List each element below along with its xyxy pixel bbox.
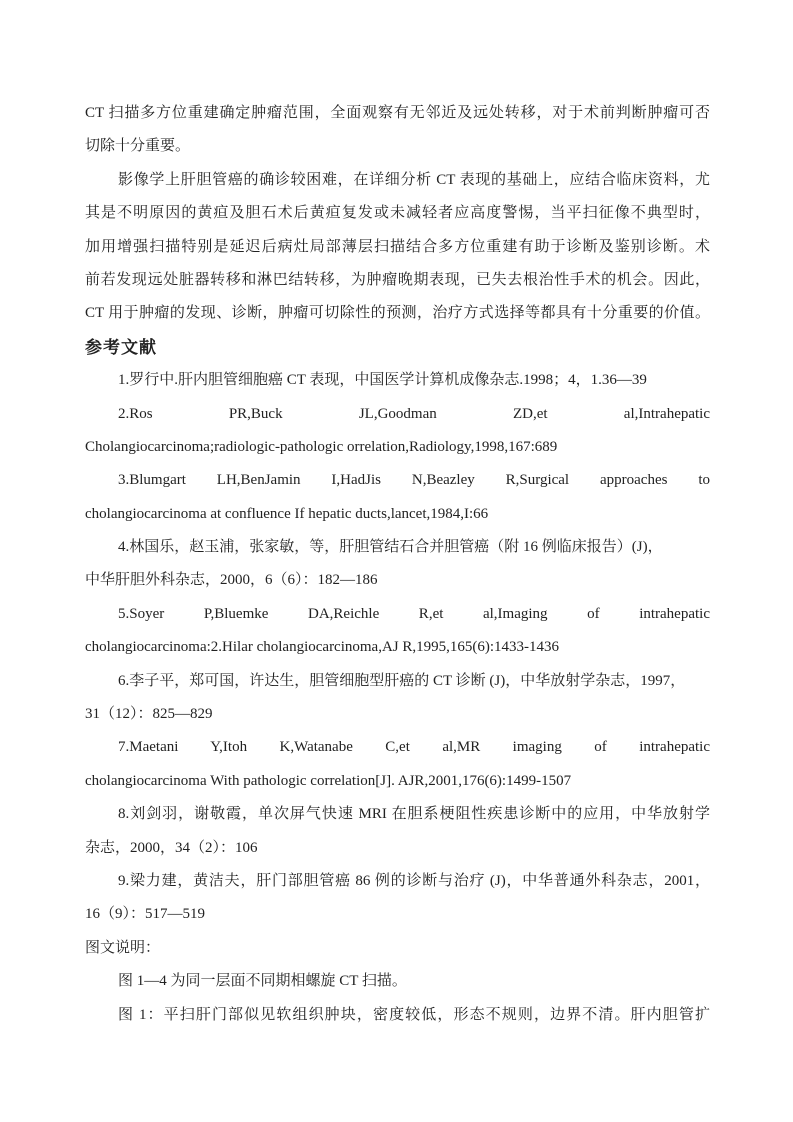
body-text-line: 前若发现远处脏器转移和淋巴结转移，为肿瘤晚期表现，已失去根治性手术的机会。因此， xyxy=(85,271,710,288)
reference-line: 3.Blumgart LH,BenJamin I,HadJis N,Beazley R,Surgical approaches to xyxy=(118,472,710,489)
figure-caption-line: 图 1—4 为同一层面不同期相螺旋 CT 扫描。 xyxy=(118,973,407,990)
reference-line: 16（9）：517—519 xyxy=(85,906,206,923)
body-text-line: 影像学上肝胆管癌的确诊较困难，在详细分析 CT 表现的基础上，应结合临床资料，尤 xyxy=(118,171,710,188)
body-text-line: 加用增强扫描特别是延迟后病灶局部薄层扫描结合多方位重建有助于诊断及鉴别诊断。术 xyxy=(85,238,710,255)
reference-line: 7.Maetani Y,Itoh K,Watanabe C,et al,MR imaging of intrahepatic xyxy=(118,739,710,756)
reference-line: 2.Ros PR,Buck JL,Goodman ZD,et al,Intrahepatic xyxy=(118,405,710,422)
figure-notes-heading: 图文说明： xyxy=(85,939,161,956)
body-text-line: 其是不明原因的黄疸及胆石术后黄疸复发或未减轻者应高度警惕，当平扫征像不典型时， xyxy=(85,205,710,222)
reference-line: cholangiocarcinoma With pathologic correlation[J]. AJR,2001,176(6):1499-1507 xyxy=(85,772,572,789)
reference-line: 杂志，2000，34（2）：106 xyxy=(85,839,258,856)
reference-line: 4.林国乐，赵玉浦，张家敏，等，肝胆管结石合并胆管癌（附 16 例临床报告）(J)， xyxy=(118,539,663,556)
reference-line: cholangiocarcinoma at confluence If hepatic ducts,lancet,1984,I:66 xyxy=(85,505,489,522)
reference-line: cholangiocarcinoma:2.Hilar cholangiocarcinoma,AJ R,1995,165(6):1433-1436 xyxy=(85,639,560,656)
reference-line: 6.李子平，郑可国，许达生，胆管细胞型肝癌的 CT 诊断 (J)，中华放射学杂志，1997， xyxy=(118,672,686,689)
figure-caption-line: 图 1：平扫肝门部似见软组织肿块，密度较低，形态不规则，边界不清。肝内胆管扩 xyxy=(118,1006,710,1023)
body-text-line: CT 扫描多方位重建确定肿瘤范围，全面观察有无邻近及远处转移，对于术前判断肿瘤可否 xyxy=(85,105,710,121)
reference-line: Cholangiocarcinoma;radiologic-pathologic orrelation,Radiology,1998,167:689 xyxy=(85,438,558,455)
references-heading: 参考文献 xyxy=(85,337,157,357)
reference-line: 1.罗行中.肝内胆管细胞癌 CT 表现，中国医学计算机成像杂志.1998；4，1.36—39 xyxy=(118,372,647,389)
reference-line: 5.Soyer P,Bluemke DA,Reichle R,et al,Imaging of intrahepatic xyxy=(118,605,710,622)
body-text-line: 切除十分重要。 xyxy=(85,138,191,155)
body-text-line: CT 用于肿瘤的发现、诊断，肿瘤可切除性的预测，治疗方式选择等都具有十分重要的价值。 xyxy=(85,305,710,322)
reference-line: 9.梁力建，黄洁夫，肝门部胆管癌 86 例的诊断与治疗 (J)，中华普通外科杂志，2001， xyxy=(118,872,710,889)
reference-line: 31（12）：825—829 xyxy=(85,706,213,723)
reference-line: 中华肝胆外科杂志，2000，6（6）：182—186 xyxy=(85,572,378,589)
reference-line: 8.刘剑羽，谢敬霞，单次屏气快速 MRI 在胆系梗阻性疾患诊断中的应用，中华放射学 xyxy=(118,806,710,823)
